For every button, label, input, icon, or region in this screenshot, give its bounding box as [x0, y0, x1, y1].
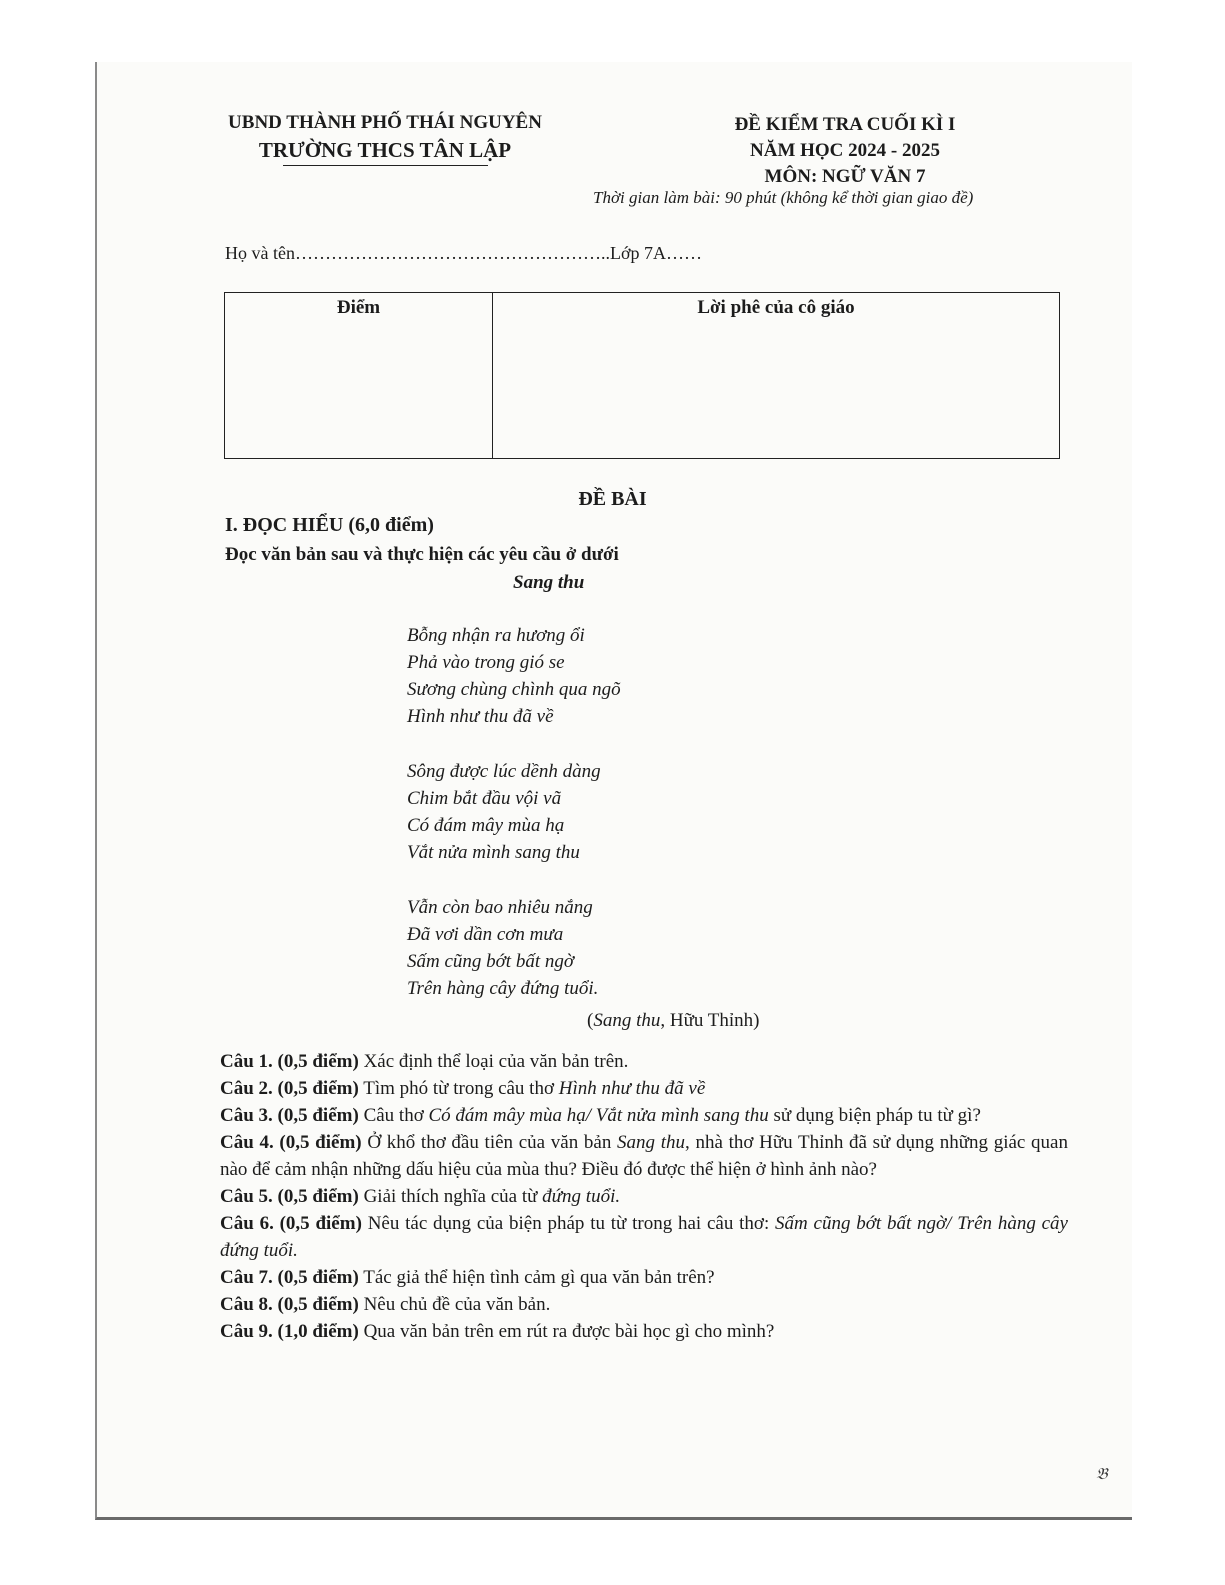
poem-line: Trên hàng cây đứng tuổi.	[407, 978, 599, 999]
poem-line: Vắt nửa mình sang thu	[407, 842, 580, 863]
subject: MÔN: NGỮ VĂN 7	[764, 166, 926, 187]
question-item	[220, 1210, 1068, 1264]
poem	[407, 622, 621, 1002]
score-cell: Điểm	[225, 293, 493, 459]
source-open: (	[587, 1010, 594, 1031]
question-label: Câu 2. (0,5 điểm)	[220, 1078, 359, 1099]
section-title: I. ĐỌC HIỂU (6,0 điểm)	[225, 514, 434, 536]
question-text: Tìm phó từ trong câu thơ	[358, 1078, 559, 1099]
question-item	[220, 1291, 1068, 1318]
question-tail: sử dụng biện pháp tu từ gì?	[768, 1105, 981, 1126]
question-text: Ở khổ thơ đầu tiên của văn bản	[361, 1132, 618, 1153]
question-text: Qua văn bản trên em rút ra được bài học gì cho mình?	[358, 1321, 775, 1342]
poem-line: Sông được lúc dềnh dàng	[407, 761, 601, 782]
question-text: Tác giả thể hiện tình cảm gì qua văn bản trên?	[358, 1267, 715, 1288]
question-item	[220, 1129, 1068, 1183]
class-label: Lớp 7A	[609, 243, 666, 263]
exam-duration: Thời gian làm bài: 90 phút (không kể thời gian giao đề)	[593, 188, 974, 207]
poem-line: Sấm cũng bớt bất ngờ	[407, 951, 574, 972]
poem-line: Chim bắt đầu vội vã	[407, 788, 562, 809]
poem-line: Hình như thu đã về	[407, 706, 554, 727]
poem-stanza	[407, 894, 621, 1002]
question-label: Câu 6. (0,5 điểm)	[220, 1213, 362, 1234]
poem-line: Bỗng nhận ra hương ổi	[407, 625, 585, 646]
question-tail: , nhà thơ Hữu Thỉnh đã sử dụng những giác quan nào để cảm nhận những dấu hiệu của mùa thu? Điều đó được thể hiện ở hình ảnh nào?	[220, 1132, 1068, 1180]
question-text: Nêu tác dụng của biện pháp tu từ trong hai câu thơ:	[361, 1213, 776, 1234]
question-text: Giải thích nghĩa của từ	[358, 1186, 543, 1207]
source-author: , Hữu Thỉnh)	[660, 1010, 760, 1031]
poem-stanza	[407, 622, 621, 730]
question-label: Câu 1. (0,5 điểm)	[220, 1051, 359, 1072]
poem-line: Phả vào trong gió se	[407, 652, 565, 673]
class-field: ……	[666, 243, 702, 263]
question-item	[220, 1102, 1068, 1129]
question-quote: Có đám mây mùa hạ/ Vắt nửa mình sang thu	[428, 1105, 769, 1126]
instruction: Đọc văn bản sau và thực hiện các yêu cầu ở dưới	[225, 544, 619, 565]
exam-header	[700, 112, 990, 190]
question-item	[220, 1183, 1068, 1210]
question-item	[220, 1318, 1068, 1345]
question-item	[220, 1048, 1068, 1075]
teacher-comment-cell: Lời phê của cô giáo	[493, 293, 1060, 459]
page-mark: 𝔅	[1096, 1466, 1108, 1483]
question-quote: đứng tuổi.	[542, 1186, 621, 1207]
poem-title: Sang thu	[513, 572, 585, 593]
poem-line: Sương chùng chình qua ngõ	[407, 679, 621, 700]
school-name: TRƯỜNG THCS TÂN LẬP	[258, 138, 512, 162]
question-label: Câu 4. (0,5 điểm)	[220, 1132, 362, 1153]
exam-title: ĐỀ KIỂM TRA CUỐI KÌ I	[734, 114, 956, 135]
question-label: Câu 5. (0,5 điểm)	[220, 1186, 359, 1207]
question-quote: Sấm cũng bớt bất ngờ/ Trên hàng cây đứng tuổi.	[220, 1213, 1068, 1261]
student-info-line	[225, 243, 702, 264]
exam-heading: ĐỀ BÀI	[578, 488, 647, 510]
question-text: Nêu chủ đề của văn bản.	[358, 1294, 551, 1315]
school-header	[205, 112, 565, 166]
score-table	[224, 292, 1060, 459]
question-label: Câu 7. (0,5 điểm)	[220, 1267, 359, 1288]
question-quote: Hình như thu đã về	[558, 1078, 706, 1099]
question-text: Xác định thể loại của văn bản trên.	[358, 1051, 629, 1072]
poem-line: Vẫn còn bao nhiêu nắng	[407, 897, 593, 918]
name-label: Họ và tên	[225, 243, 295, 263]
district-name: UBND THÀNH PHỐ THÁI NGUYÊN	[228, 112, 542, 133]
question-label: Câu 8. (0,5 điểm)	[220, 1294, 359, 1315]
poem-source	[587, 1010, 760, 1032]
header-underline	[283, 165, 488, 166]
question-item	[220, 1075, 1068, 1102]
source-title: Sang thu	[593, 1010, 661, 1031]
question-quote: Sang thu	[617, 1132, 686, 1153]
question-label: Câu 9. (1,0 điểm)	[220, 1321, 359, 1342]
poem-line: Đã vơi dần cơn mưa	[407, 924, 564, 945]
question-list	[220, 1048, 1068, 1345]
poem-line: Có đám mây mùa hạ	[407, 815, 565, 836]
name-field: ……………………………………………..	[294, 243, 610, 263]
question-text: Câu thơ	[358, 1105, 429, 1126]
question-item	[220, 1264, 1068, 1291]
school-year: NĂM HỌC 2024 - 2025	[750, 140, 940, 161]
question-label: Câu 3. (0,5 điểm)	[220, 1105, 359, 1126]
poem-stanza	[407, 758, 621, 866]
